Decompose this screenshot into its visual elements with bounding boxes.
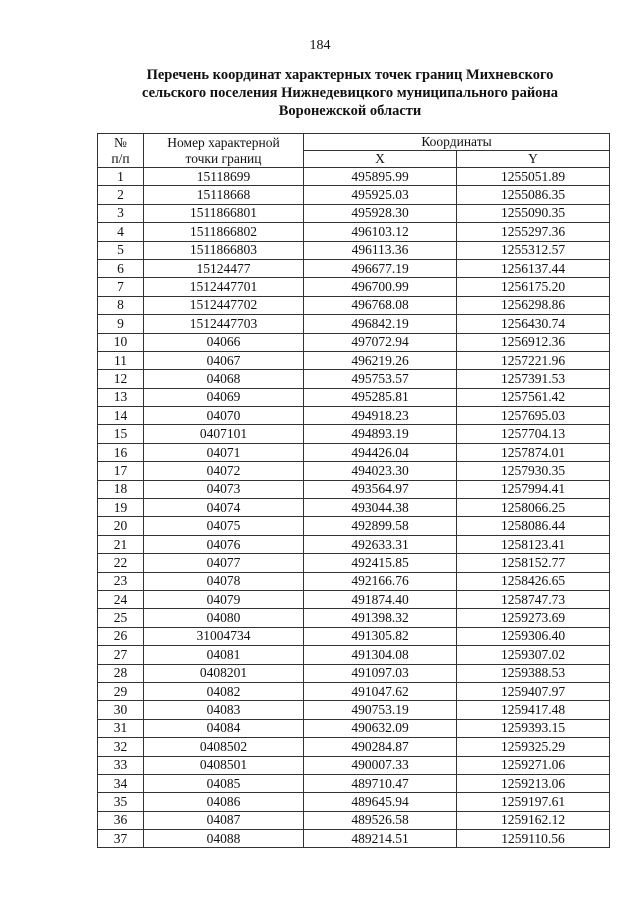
cell-x: 489526.58 (304, 811, 457, 829)
cell-y: 1257994.41 (457, 480, 610, 498)
cell-point-id: 0408502 (144, 738, 304, 756)
cell-x: 489710.47 (304, 774, 457, 792)
header-point (144, 134, 304, 168)
cell-x: 494023.30 (304, 462, 457, 480)
cell-point-id: 1512447701 (144, 278, 304, 296)
cell-number: 12 (98, 370, 144, 388)
table-row (98, 204, 610, 222)
cell-number: 27 (98, 646, 144, 664)
cell-y: 1259162.12 (457, 811, 610, 829)
cell-point-id: 1511866801 (144, 204, 304, 222)
cell-y: 1255086.35 (457, 186, 610, 204)
header-y: Y (457, 151, 610, 168)
cell-number: 3 (98, 204, 144, 222)
cell-number: 14 (98, 407, 144, 425)
cell-x: 491398.32 (304, 609, 457, 627)
cell-x: 495895.99 (304, 168, 457, 186)
cell-y: 1259306.40 (457, 627, 610, 645)
cell-number: 34 (98, 774, 144, 792)
cell-y: 1258086.44 (457, 517, 610, 535)
cell-number: 21 (98, 535, 144, 553)
table-row (98, 756, 610, 774)
cell-y: 1256430.74 (457, 315, 610, 333)
cell-point-id: 0408501 (144, 756, 304, 774)
cell-y: 1256298.86 (457, 296, 610, 314)
cell-y: 1259213.06 (457, 774, 610, 792)
cell-y: 1258152.77 (457, 554, 610, 572)
cell-point-id: 04073 (144, 480, 304, 498)
cell-x: 492633.31 (304, 535, 457, 553)
cell-point-id: 15124477 (144, 259, 304, 277)
table-row (98, 646, 610, 664)
document-title (100, 66, 600, 120)
header-number-line-2: п/п (111, 150, 130, 166)
cell-point-id: 04068 (144, 370, 304, 388)
cell-x: 496219.26 (304, 351, 457, 369)
page-number: 184 (309, 38, 331, 53)
cell-y: 1255312.57 (457, 241, 610, 259)
cell-x: 490284.87 (304, 738, 457, 756)
cell-point-id: 04084 (144, 719, 304, 737)
table-row (98, 609, 610, 627)
cell-point-id: 0408201 (144, 664, 304, 682)
table-row (98, 259, 610, 277)
cell-number: 22 (98, 554, 144, 572)
cell-number: 11 (98, 351, 144, 369)
table-row (98, 241, 610, 259)
cell-number: 20 (98, 517, 144, 535)
cell-x: 494893.19 (304, 425, 457, 443)
table-row (98, 572, 610, 590)
table-row (98, 425, 610, 443)
cell-number: 23 (98, 572, 144, 590)
cell-number: 31 (98, 719, 144, 737)
cell-y: 1257221.96 (457, 351, 610, 369)
cell-point-id: 04070 (144, 407, 304, 425)
cell-point-id: 04069 (144, 388, 304, 406)
cell-number: 28 (98, 664, 144, 682)
cell-point-id: 04074 (144, 499, 304, 517)
cell-x: 494426.04 (304, 443, 457, 461)
table-row (98, 554, 610, 572)
cell-point-id: 31004734 (144, 627, 304, 645)
cell-y: 1255297.36 (457, 223, 610, 241)
cell-number: 18 (98, 480, 144, 498)
cell-y: 1259271.06 (457, 756, 610, 774)
cell-point-id: 04079 (144, 590, 304, 608)
cell-point-id: 04072 (144, 462, 304, 480)
cell-x: 491304.08 (304, 646, 457, 664)
table-row (98, 443, 610, 461)
cell-number: 36 (98, 811, 144, 829)
cell-number: 35 (98, 793, 144, 811)
cell-number: 2 (98, 186, 144, 204)
cell-number: 33 (98, 756, 144, 774)
cell-y: 1257561.42 (457, 388, 610, 406)
cell-x: 496700.99 (304, 278, 457, 296)
cell-y: 1259417.48 (457, 701, 610, 719)
table-row (98, 830, 610, 848)
table-row (98, 296, 610, 314)
table-row (98, 278, 610, 296)
header-x: X (304, 151, 457, 168)
cell-y: 1259307.02 (457, 646, 610, 664)
cell-number: 37 (98, 830, 144, 848)
cell-number: 8 (98, 296, 144, 314)
cell-y: 1257704.13 (457, 425, 610, 443)
cell-x: 496113.36 (304, 241, 457, 259)
table-row (98, 811, 610, 829)
cell-point-id: 04075 (144, 517, 304, 535)
title-line-3: Воронежской области (278, 103, 422, 119)
table-row (98, 223, 610, 241)
cell-x: 497072.94 (304, 333, 457, 351)
table-row (98, 480, 610, 498)
cell-y: 1259388.53 (457, 664, 610, 682)
cell-number: 6 (98, 259, 144, 277)
cell-y: 1259197.61 (457, 793, 610, 811)
table-row (98, 664, 610, 682)
header-point-line-1: Номер характерной (167, 134, 280, 150)
cell-x: 490753.19 (304, 701, 457, 719)
cell-y: 1258066.25 (457, 499, 610, 517)
title-line-1: Перечень координат характерных точек границ Михневского (146, 67, 554, 83)
cell-point-id: 04086 (144, 793, 304, 811)
cell-point-id: 04088 (144, 830, 304, 848)
title-line-2: сельского поселения Нижнедевицкого муниципального района (141, 85, 559, 101)
cell-point-id: 15118699 (144, 168, 304, 186)
table-row (98, 701, 610, 719)
table-row (98, 517, 610, 535)
cell-y: 1257695.03 (457, 407, 610, 425)
cell-x: 491874.40 (304, 590, 457, 608)
table-row (98, 315, 610, 333)
cell-y: 1256137.44 (457, 259, 610, 277)
cell-y: 1257874.01 (457, 443, 610, 461)
cell-point-id: 1511866803 (144, 241, 304, 259)
table-body (98, 168, 610, 848)
cell-point-id: 04081 (144, 646, 304, 664)
cell-number: 26 (98, 627, 144, 645)
header-number-line-1: № (114, 134, 127, 150)
cell-point-id: 04082 (144, 682, 304, 700)
cell-number: 5 (98, 241, 144, 259)
cell-x: 492415.85 (304, 554, 457, 572)
cell-number: 9 (98, 315, 144, 333)
cell-y: 1258426.65 (457, 572, 610, 590)
cell-number: 1 (98, 168, 144, 186)
cell-x: 496768.08 (304, 296, 457, 314)
cell-number: 16 (98, 443, 144, 461)
cell-number: 29 (98, 682, 144, 700)
cell-point-id: 04087 (144, 811, 304, 829)
table-row (98, 370, 610, 388)
cell-point-id: 04085 (144, 774, 304, 792)
cell-point-id: 1511866802 (144, 223, 304, 241)
cell-x: 489645.94 (304, 793, 457, 811)
cell-x: 496842.19 (304, 315, 457, 333)
cell-number: 13 (98, 388, 144, 406)
cell-y: 1255090.35 (457, 204, 610, 222)
table-row (98, 535, 610, 553)
cell-x: 496103.12 (304, 223, 457, 241)
cell-point-id: 1512447703 (144, 315, 304, 333)
cell-y: 1259407.97 (457, 682, 610, 700)
cell-x: 491047.62 (304, 682, 457, 700)
cell-number: 4 (98, 223, 144, 241)
header-number (98, 134, 144, 168)
cell-point-id: 1512447702 (144, 296, 304, 314)
cell-number: 7 (98, 278, 144, 296)
header-coordinates: Координаты (304, 134, 610, 151)
cell-number: 10 (98, 333, 144, 351)
table-row (98, 168, 610, 186)
table-row (98, 738, 610, 756)
cell-y: 1256175.20 (457, 278, 610, 296)
cell-x: 493044.38 (304, 499, 457, 517)
cell-x: 493564.97 (304, 480, 457, 498)
cell-number: 19 (98, 499, 144, 517)
cell-x: 495753.57 (304, 370, 457, 388)
cell-y: 1258123.41 (457, 535, 610, 553)
cell-y: 1259273.69 (457, 609, 610, 627)
cell-number: 32 (98, 738, 144, 756)
table-row (98, 793, 610, 811)
cell-x: 496677.19 (304, 259, 457, 277)
cell-y: 1257391.53 (457, 370, 610, 388)
cell-x: 494918.23 (304, 407, 457, 425)
cell-x: 490007.33 (304, 756, 457, 774)
table-row (98, 407, 610, 425)
cell-number: 30 (98, 701, 144, 719)
table-row (98, 719, 610, 737)
cell-number: 25 (98, 609, 144, 627)
cell-x: 491097.03 (304, 664, 457, 682)
cell-y: 1259393.15 (457, 719, 610, 737)
cell-x: 495925.03 (304, 186, 457, 204)
table-row (98, 682, 610, 700)
cell-point-id: 15118668 (144, 186, 304, 204)
cell-y: 1257930.35 (457, 462, 610, 480)
cell-x: 489214.51 (304, 830, 457, 848)
cell-x: 492899.58 (304, 517, 457, 535)
table-row (98, 499, 610, 517)
cell-point-id: 04071 (144, 443, 304, 461)
cell-x: 495928.30 (304, 204, 457, 222)
cell-point-id: 04083 (144, 701, 304, 719)
cell-x: 491305.82 (304, 627, 457, 645)
table-row (98, 462, 610, 480)
cell-x: 490632.09 (304, 719, 457, 737)
cell-point-id: 04078 (144, 572, 304, 590)
cell-number: 17 (98, 462, 144, 480)
table-row (98, 774, 610, 792)
cell-y: 1259110.56 (457, 830, 610, 848)
table-row (98, 388, 610, 406)
cell-point-id: 04080 (144, 609, 304, 627)
table-row (98, 590, 610, 608)
cell-y: 1258747.73 (457, 590, 610, 608)
table-row (98, 351, 610, 369)
cell-y: 1259325.29 (457, 738, 610, 756)
cell-y: 1256912.36 (457, 333, 610, 351)
coordinates-table (97, 133, 610, 848)
cell-x: 492166.76 (304, 572, 457, 590)
cell-y: 1255051.89 (457, 168, 610, 186)
cell-x: 495285.81 (304, 388, 457, 406)
cell-point-id: 04066 (144, 333, 304, 351)
cell-point-id: 04067 (144, 351, 304, 369)
table-row (98, 186, 610, 204)
cell-point-id: 04076 (144, 535, 304, 553)
cell-point-id: 04077 (144, 554, 304, 572)
cell-number: 24 (98, 590, 144, 608)
table-row (98, 627, 610, 645)
cell-number: 15 (98, 425, 144, 443)
cell-point-id: 0407101 (144, 425, 304, 443)
table-row (98, 333, 610, 351)
header-point-line-2: точки границ (185, 150, 262, 166)
